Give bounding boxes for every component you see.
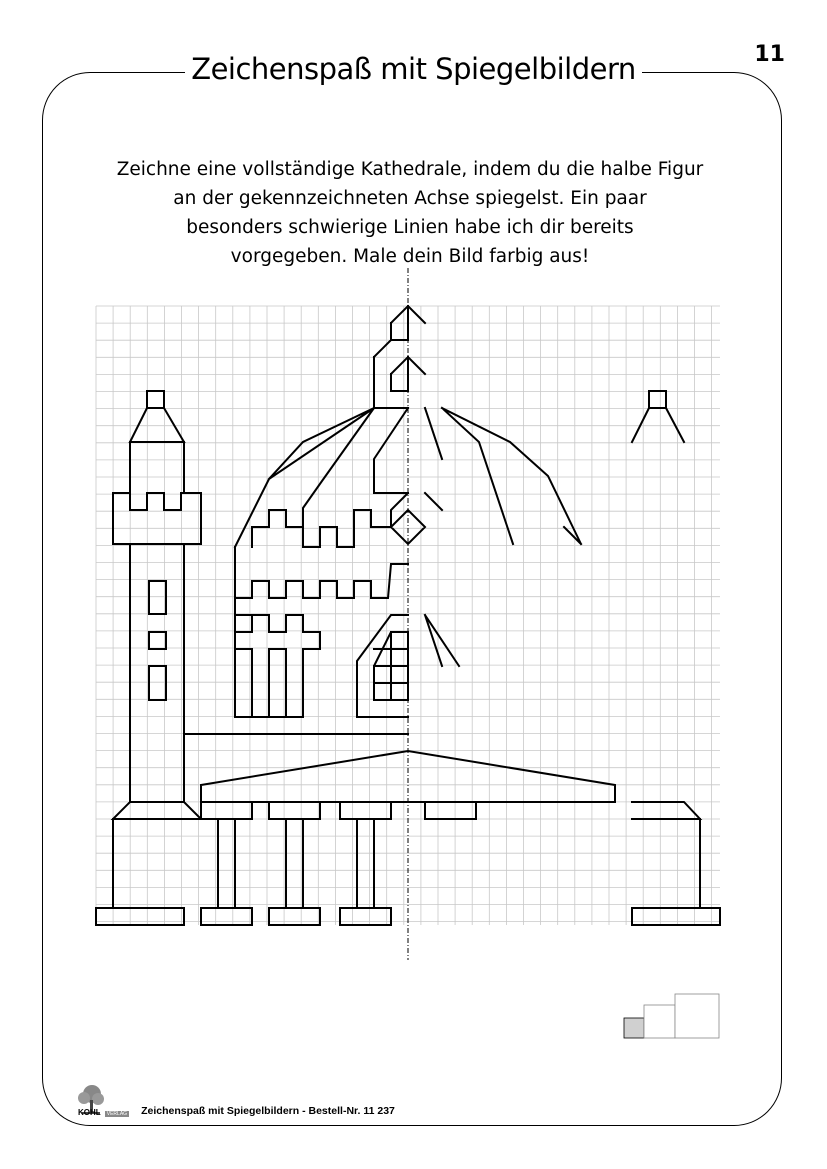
- scale-square-small: [624, 1018, 644, 1038]
- publisher-logo: [78, 1108, 129, 1117]
- publisher-name: KOHL: [78, 1108, 101, 1117]
- page-number: 11: [754, 42, 785, 67]
- instruction-line-3: besonders schwierige Linien habe ich dir bereits: [186, 217, 634, 238]
- scale-square-large: [675, 994, 719, 1038]
- publisher-tag: VERLAG: [106, 1111, 128, 1117]
- instruction-line-2: an der gekennzeichneten Achse spiegelst. Ein paar: [173, 188, 647, 209]
- instruction-line-1: Zeichne eine vollständige Kathedrale, indem du die halbe Figur: [116, 159, 704, 180]
- instruction-line-4: vorgegeben. Male dein Bild farbig aus!: [230, 246, 590, 267]
- footer-text: Zeichenspaß mit Spiegelbildern - Bestell-Nr. 11 237: [141, 1105, 395, 1117]
- scale-square-medium: [644, 1005, 675, 1038]
- page-title: Zeichenspaß mit Spiegelbildern: [185, 52, 642, 86]
- footer: [78, 1085, 395, 1117]
